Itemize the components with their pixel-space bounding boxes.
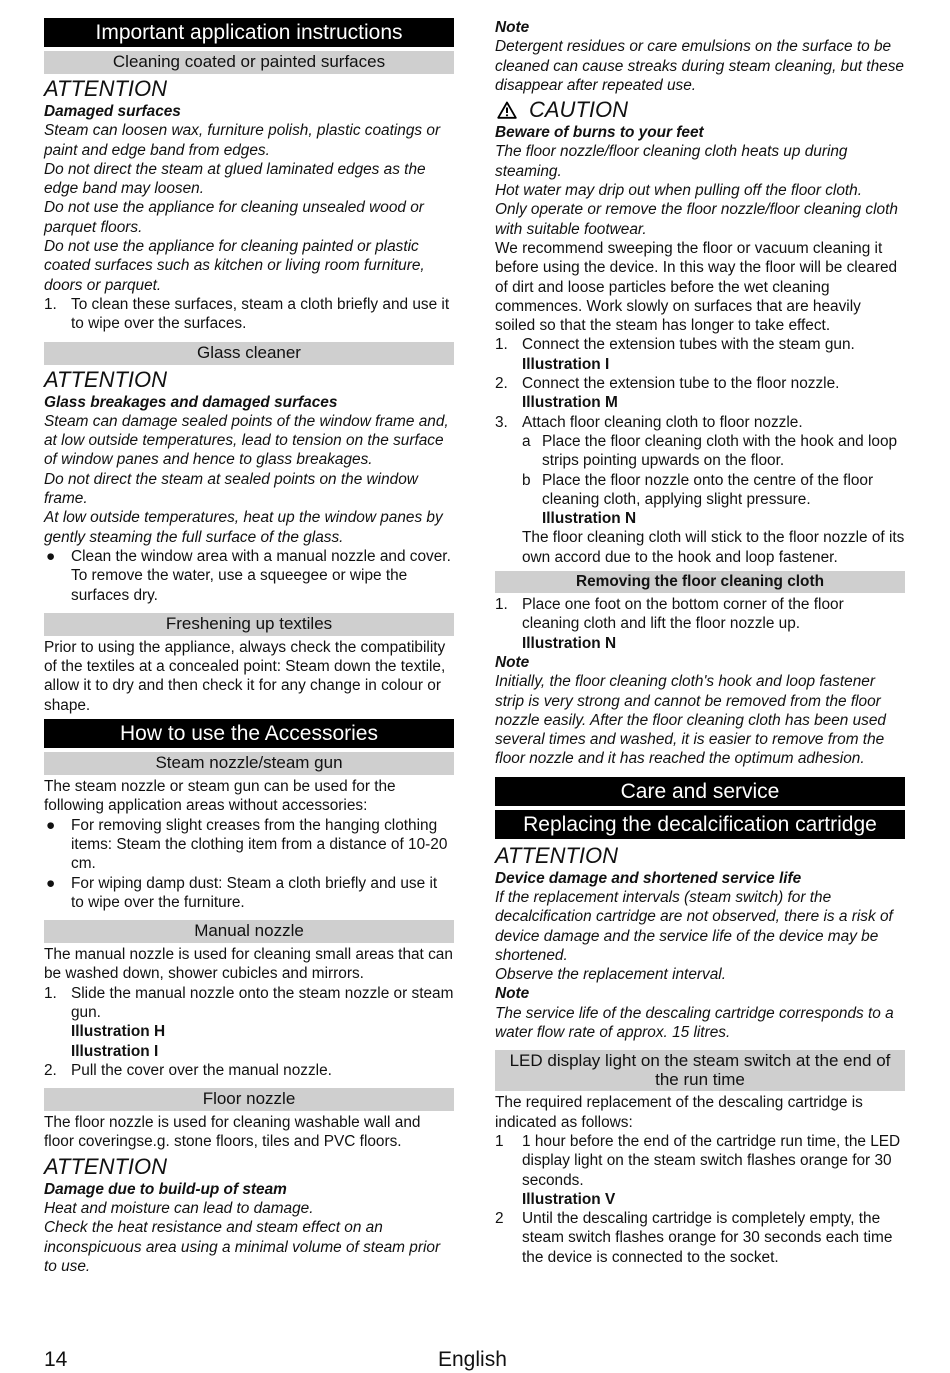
attention-line: Steam can loosen wax, furniture polish, plastic coatings or paint and edge band from edges. (44, 122, 441, 159)
paragraph: The floor cleaning cloth will stick to the floor nozzle of its own accord due to the hook and loop fastener. (522, 529, 905, 566)
attention-line: Heat and moisture can lead to damage. (44, 1200, 314, 1218)
subheading-removing-cloth: Removing the floor cleaning cloth (495, 571, 905, 593)
subheading-led-display: LED display light on the steam switch at the end of the run time (495, 1050, 905, 1091)
caution-line: The floor nozzle/floor cleaning cloth heats up during steaming. (495, 143, 848, 180)
caution-title: Beware of burns to your feet (495, 124, 704, 142)
paragraph: The steam nozzle or steam gun can be used for the following application areas without accessories: (44, 778, 396, 815)
attention-line: At low outside temperatures, heat up the window panes by gently steaming the full surface of the glass. (44, 509, 443, 546)
attention-line: Steam can damage sealed points of the window frame and, at low outside temperatures, lead to tension on the surface of window panes and hence to glass breakages. (44, 412, 449, 469)
attention-label: ATTENTION (44, 76, 168, 101)
section-heading-replacing: Replacing the decalcification cartridge (495, 810, 905, 839)
numbered-step (495, 413, 905, 432)
subheading-glass-cleaner: Glass cleaner (44, 342, 454, 365)
numbered-step (495, 1132, 905, 1209)
attention-line: If the replacement intervals (steam switch) for the decalcification cartridge are not observed, there is a risk of device damage and the service life of the device may be shortened. (495, 888, 893, 964)
bullet-icon: ● (46, 816, 56, 834)
bullet-icon: ● (46, 874, 56, 892)
illustration-ref: Illustration V (522, 1190, 616, 1208)
paragraph: The required replacement of the descaling cartridge is indicated as follows: (495, 1094, 863, 1131)
left-column (44, 18, 454, 1276)
numbered-step (44, 984, 454, 1061)
paragraph: Prior to using the appliance, always check the compatibility of the textiles at a concealed point: Steam down the textile, allow it to dry and then check it for any change in colour or shape. (44, 638, 446, 714)
illustration-ref: Illustration N (522, 634, 617, 652)
bullet-text: For wiping damp dust: Steam a cloth briefly and use it to wipe over the furniture. (71, 874, 438, 911)
step-number: 1. (44, 984, 57, 1002)
section-heading-accessories: How to use the Accessories (44, 719, 454, 748)
illustration-ref: Illustration H (71, 1023, 166, 1041)
caution-heading (495, 97, 905, 123)
numbered-step (495, 374, 905, 413)
note-label: Note (495, 653, 530, 671)
illustration-ref: Illustration N (542, 510, 637, 528)
caution-line: Only operate or remove the floor nozzle/floor cleaning cloth with suitable footwear. (495, 201, 898, 238)
step-text: Slide the manual nozzle onto the steam nozzle or steam gun. (71, 984, 454, 1021)
sub-step-text: Place the floor cleaning cloth with the hook and loop strips pointing upwards on the floor. (542, 432, 898, 470)
note-label: Note (495, 19, 530, 36)
step-number: 2 (495, 1210, 504, 1228)
bullet-item (44, 874, 454, 913)
sub-step-text: Place the floor nozzle onto the centre of the floor cleaning cloth, applying slight pressure. (542, 471, 874, 508)
bullet-item (44, 547, 454, 605)
bullet-text: Clean the window area with a manual nozzle and cover. To remove the water, use a squeegee or wipe the surfaces dry. (71, 547, 451, 604)
sub-step (495, 471, 905, 529)
sub-step (495, 432, 905, 471)
illustration-ref: Illustration M (522, 394, 618, 412)
step-text: Connect the extension tube to the floor nozzle. (522, 375, 840, 393)
note-label: Note (495, 985, 530, 1003)
attention-line: Check the heat resistance and steam effect on an inconspicuous area using a minimal volume of steam prior to use. (44, 1219, 441, 1275)
step-number: 1. (495, 596, 508, 614)
numbered-step (495, 1209, 905, 1267)
attention-line: Observe the replacement interval. (495, 966, 726, 984)
right-column (495, 18, 905, 1267)
illustration-ref: Illustration I (522, 355, 610, 373)
note-text: The service life of the descaling cartridge corresponds to a water flow rate of approx. 15 litres. (495, 1004, 894, 1042)
step-number: 2. (495, 375, 508, 393)
subheading-steam-nozzle: Steam nozzle/steam gun (44, 752, 454, 775)
attention-label: ATTENTION (44, 1153, 168, 1179)
caution-line: Hot water may drip out when pulling off the floor cloth. (495, 182, 863, 200)
step-text: Until the descaling cartridge is completely empty, the steam switch flashes orange for 30 seconds each time the device is connected to the socket. (522, 1210, 893, 1266)
step-text: Attach floor cleaning cloth to floor nozzle. (522, 413, 803, 431)
numbered-step (44, 1061, 454, 1080)
caution-label: CAUTION (529, 97, 628, 123)
numbered-step (44, 295, 454, 334)
step-text: To clean these surfaces, steam a cloth briefly and use it to wipe over the surfaces. (71, 295, 450, 333)
step-text: 1 hour before the end of the cartridge run time, the LED display light on the steam switch flashes orange for 30 seconds. (522, 1132, 901, 1189)
bullet-icon: ● (46, 547, 56, 565)
attention-label: ATTENTION (495, 842, 619, 868)
attention-title: Glass breakages and damaged surfaces (44, 393, 338, 411)
attention-label: ATTENTION (44, 366, 168, 392)
subheading-floor-nozzle: Floor nozzle (44, 1088, 454, 1111)
attention-title: Damaged surfaces (44, 103, 181, 120)
footer-language: English (438, 1348, 507, 1371)
attention-line: Do not use the appliance for cleaning painted or plastic coated surfaces such as kitchen or living room furniture, doors or parquet. (44, 238, 425, 294)
paragraph: The manual nozzle is used for cleaning small areas that can be washed down, shower cubicles and mirrors. (44, 946, 453, 983)
step-number: 1 (495, 1132, 504, 1150)
warning-triangle-icon (497, 101, 517, 119)
bullet-item (44, 816, 454, 874)
sub-step-letter: b (522, 471, 531, 489)
step-number: 3. (495, 413, 508, 431)
attention-title: Damage due to build-up of steam (44, 1180, 287, 1198)
attention-line: Do not use the appliance for cleaning unsealed wood or parquet floors. (44, 199, 424, 236)
step-text: Pull the cover over the manual nozzle. (71, 1061, 332, 1079)
paragraph: The floor nozzle is used for cleaning washable wall and floor coveringse.g. stone floors, tiles and PVC floors. (44, 1114, 421, 1151)
page-number: 14 (44, 1348, 68, 1371)
attention-title: Device damage and shortened service life (495, 869, 802, 887)
numbered-step (495, 335, 905, 374)
note-text: Detergent residues or care emulsions on the surface to be cleaned can cause streaks during steam cleaning, but these disappear after repeated use. (495, 38, 904, 94)
paragraph: We recommend sweeping the floor or vacuum cleaning it before using the device. In this way the floor will be cleared of dirt and loose particles before the wet cleaning commences. Work slowly on surfaces that are heavily soiled so that the steam has longer to take effect. (495, 239, 898, 335)
bullet-text: For removing slight creases from the hanging clothing items: Steam the clothing item from a distance of 10-20 cm. (71, 816, 448, 873)
sub-step-letter: a (522, 432, 531, 450)
section-heading-important: Important application instructions (44, 18, 454, 47)
subheading-freshening-textiles: Freshening up textiles (44, 613, 454, 636)
step-number: 1. (44, 295, 57, 313)
section-heading-care: Care and service (495, 777, 905, 806)
step-number: 1. (495, 336, 508, 354)
numbered-step (495, 595, 905, 653)
step-number: 2. (44, 1061, 57, 1079)
illustration-ref: Illustration I (71, 1042, 159, 1060)
subheading-manual-nozzle: Manual nozzle (44, 920, 454, 943)
attention-line: Do not direct the steam at glued laminated edges as the edge band may loosen. (44, 160, 426, 198)
attention-line: Do not direct the steam at sealed points on the window frame. (44, 470, 418, 508)
step-text: Place one foot on the bottom corner of the floor cleaning cloth and lift the floor nozzle up. (522, 596, 844, 633)
subheading-cleaning-coated: Cleaning coated or painted surfaces (44, 51, 454, 74)
step-text: Connect the extension tubes with the steam gun. (522, 336, 855, 354)
note-text: Initially, the floor cleaning cloth's hook and loop fastener strip is very strong and cannot be removed from the floor nozzle easily. After the floor cleaning cloth has been used several times and washed, it is easier to remove from the floor nozzle and it has reached the optimum adhesion. (495, 673, 886, 768)
